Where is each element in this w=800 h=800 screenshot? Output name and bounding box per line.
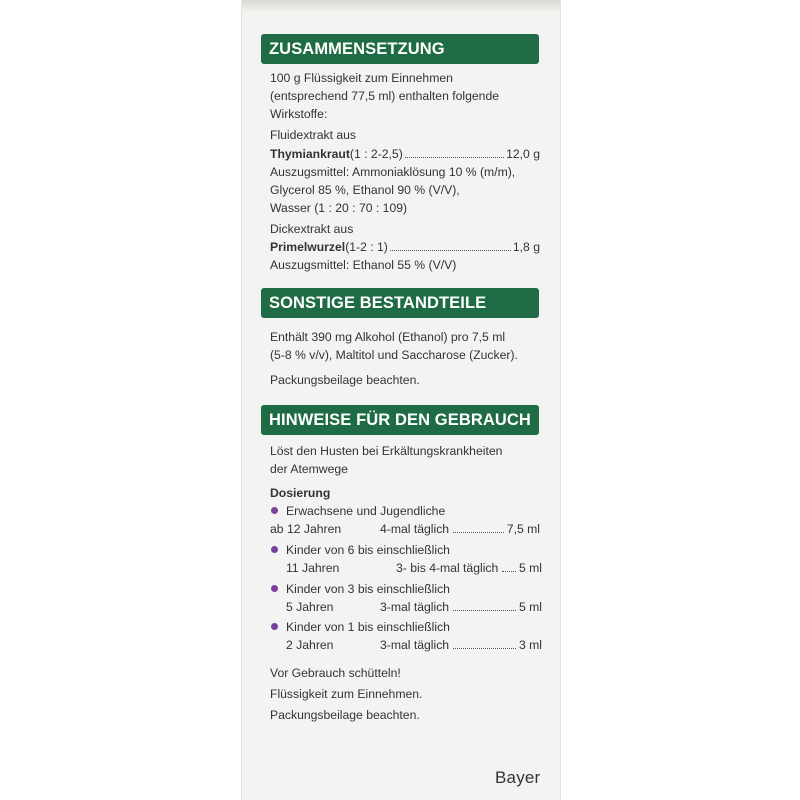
dosage-group: Erwachsene und Jugendliche [286, 504, 446, 518]
dosage-row [286, 598, 542, 616]
dosage-row [270, 520, 540, 538]
dosage-group: Kinder von 6 bis einschließlich [286, 543, 450, 557]
thick-extract-line: Dickextrakt aus [270, 222, 354, 236]
dosage-group: Kinder von 3 bis einschließlich [286, 582, 450, 596]
bullet-icon [271, 507, 278, 514]
primrose-ratio: (1-2 : 1) [345, 240, 388, 254]
other-ingredients-line: Enthält 390 mg Alkohol (Ethanol) pro 7,5 ml [270, 330, 506, 344]
bayer-brand: Bayer [495, 768, 541, 787]
dosage-frequency: 3-mal täglich [380, 638, 450, 652]
leaflet-note: Packungsbeilage beachten. [270, 708, 420, 722]
composition-intro-line: (entsprechend 77,5 ml) enthalten folgende [270, 89, 500, 103]
primrose-name: Primelwurzel [270, 240, 346, 254]
usage-header: HINWEISE FÜR DEN GEBRAUCH [261, 405, 539, 435]
package-side-panel [241, 0, 561, 800]
bullet-icon [271, 623, 278, 630]
primrose-amount: 1,8 g [512, 240, 540, 254]
leader-dots [453, 532, 504, 533]
usage-line: der Atemwege [270, 462, 348, 476]
dosage-amount: 5 ml [518, 600, 542, 614]
dosage-age: 2 Jahren [286, 638, 334, 652]
dosage-group: Kinder von 1 bis einschließlich [286, 620, 450, 634]
dosage-title: Dosierung [270, 486, 331, 500]
leader-dots [453, 648, 516, 649]
dosage-age: 5 Jahren [286, 600, 334, 614]
dosage-amount: 3 ml [518, 638, 542, 652]
thyme-amount: 12,0 g [506, 147, 540, 161]
bullet-icon [271, 546, 278, 553]
composition-header: ZUSAMMENSETZUNG [261, 34, 539, 64]
other-ingredients-line: (5-8 % v/v), Maltitol und Saccharose (Zucker). [270, 348, 518, 362]
leader-dots [390, 250, 511, 251]
primrose-solvent-line: Auszugsmittel: Ethanol 55 % (V/V) [270, 258, 457, 272]
dosage-amount: 5 ml [518, 561, 542, 575]
bullet-icon [271, 585, 278, 592]
dosage-age: 11 Jahren [286, 561, 340, 575]
leader-dots [453, 610, 516, 611]
primrose-ingredient-row [270, 238, 540, 256]
thyme-solvent-line: Auszugsmittel: Ammoniaklösung 10 % (m/m), [270, 165, 516, 179]
leader-dots [502, 571, 516, 572]
dosage-frequency: 3- bis 4-mal täglich [396, 561, 499, 575]
usage-line: Löst den Husten bei Erkältungskrankheiten [270, 444, 503, 458]
thyme-ratio: (1 : 2-2,5) [349, 147, 403, 161]
composition-intro-line: Wirkstoffe: [270, 107, 328, 121]
thyme-ingredient-row [270, 145, 540, 163]
leaflet-note: Packungsbeilage beachten. [270, 373, 420, 387]
package-top-edge [242, 0, 560, 12]
thyme-name: Thymiankraut [270, 147, 350, 161]
thyme-solvent-line: Glycerol 85 %, Ethanol 90 % (V/V), [270, 183, 460, 197]
composition-intro-line: 100 g Flüssigkeit zum Einnehmen [270, 71, 453, 85]
shake-instruction: Vor Gebrauch schütteln! [270, 666, 401, 680]
thyme-solvent-line: Wasser (1 : 20 : 70 : 109) [270, 201, 408, 215]
dosage-frequency: 3-mal täglich [380, 600, 450, 614]
dosage-form: Flüssigkeit zum Einnehmen. [270, 687, 423, 701]
other-ingredients-header: SONSTIGE BESTANDTEILE [261, 288, 539, 318]
dosage-amount: 7,5 ml [506, 522, 540, 536]
dosage-row [286, 636, 542, 654]
leader-dots [405, 157, 504, 158]
dosage-row [286, 559, 542, 577]
dosage-age: ab 12 Jahren [270, 522, 342, 536]
dosage-frequency: 4-mal täglich [380, 522, 450, 536]
composition-intro-line: Fluidextrakt aus [270, 128, 357, 142]
